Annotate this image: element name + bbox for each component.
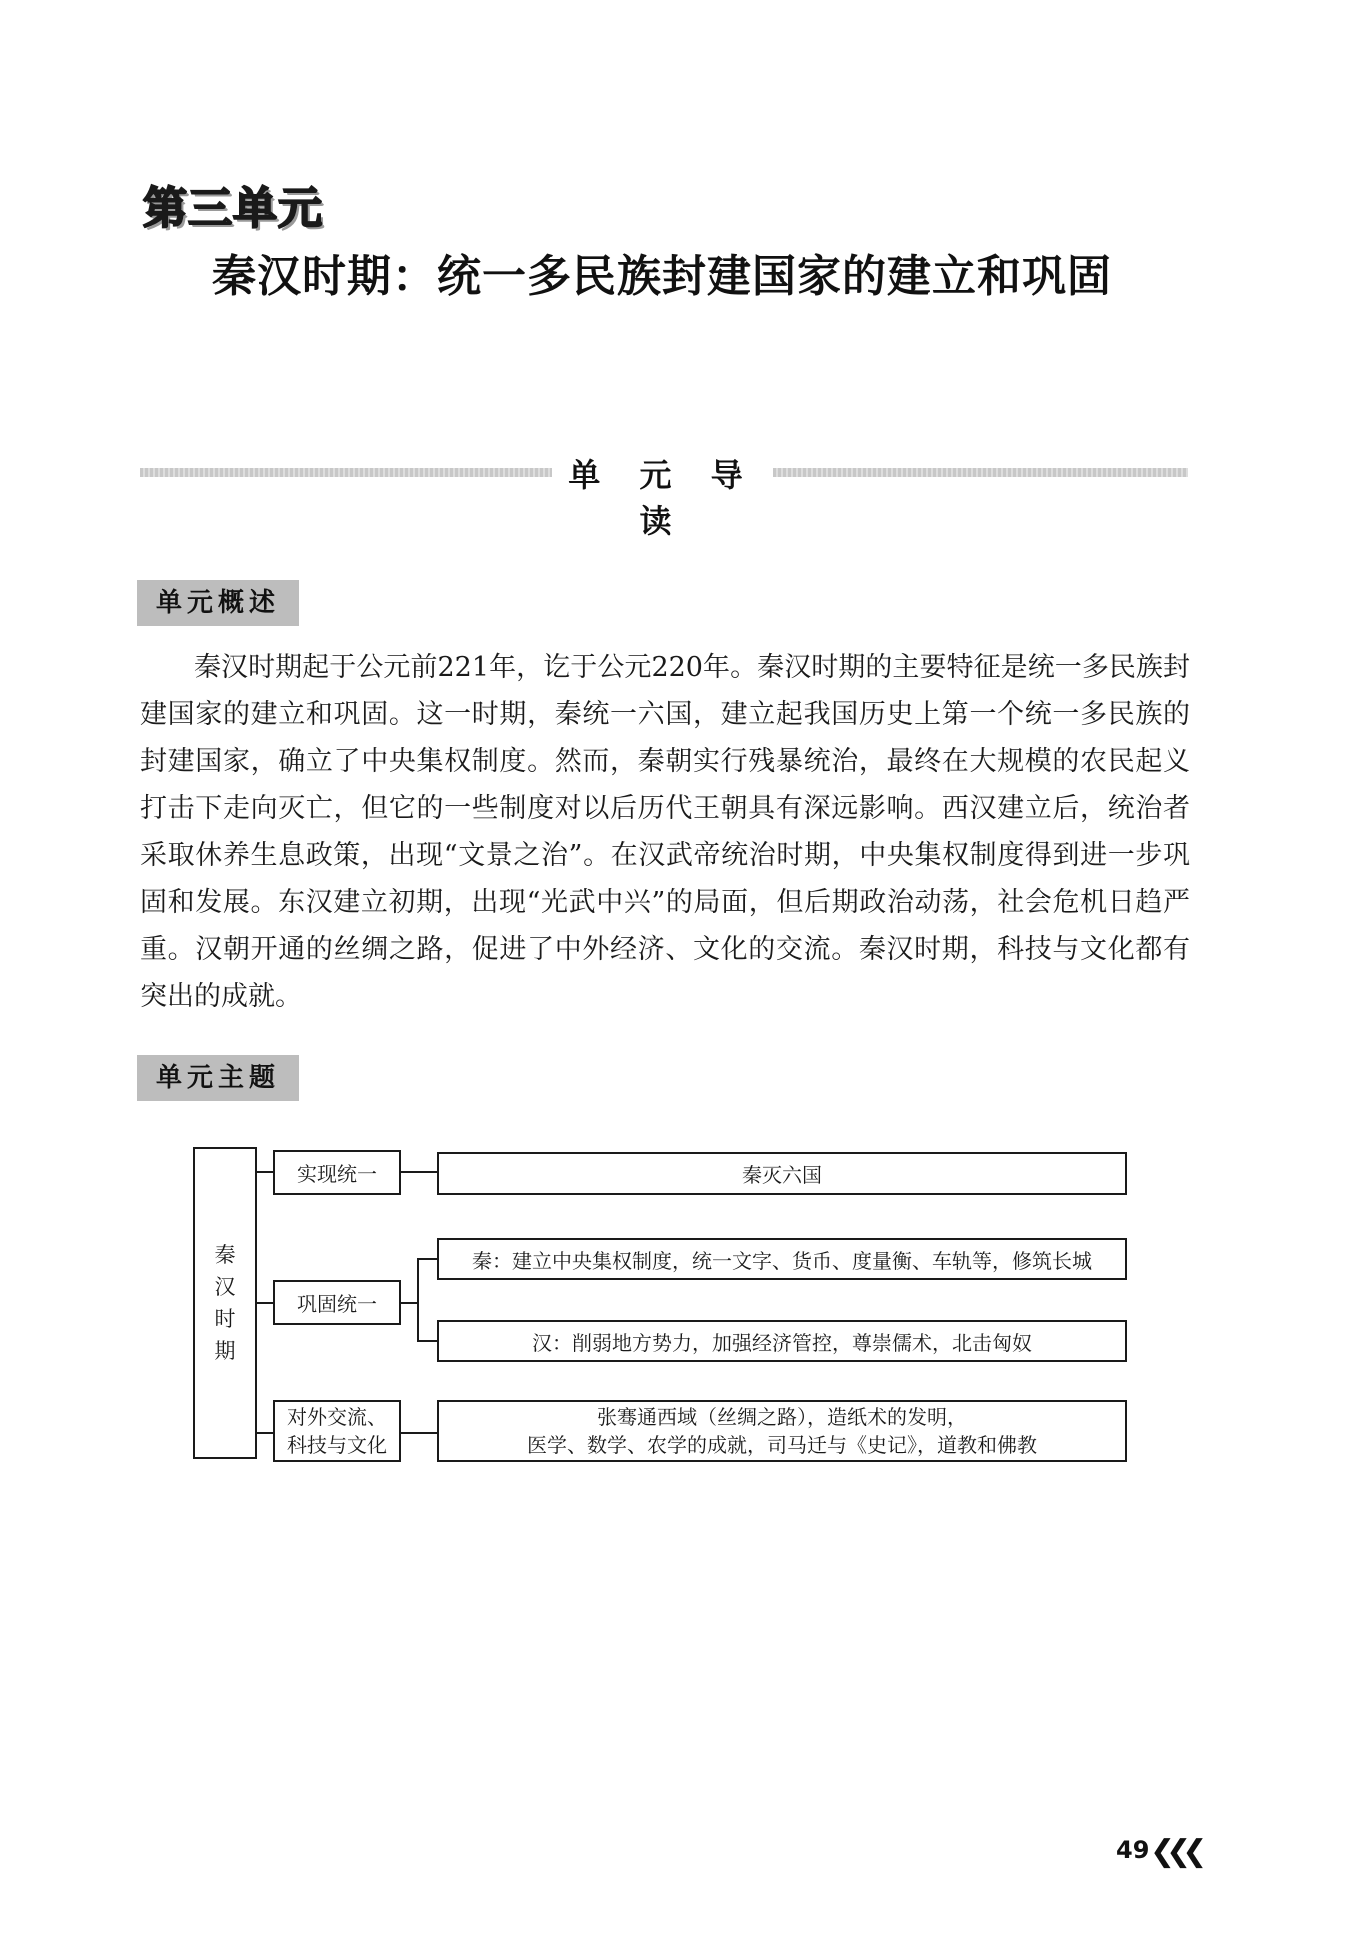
exchange-item-box (437, 1400, 1127, 1462)
exchange-item-line: 张骞通西域（丝绸之路），造纸术的发明， (597, 1405, 967, 1429)
connector (417, 1340, 437, 1342)
root-char: 秦 (214, 1243, 236, 1267)
unify-item-box: 秦灭六国 (437, 1152, 1127, 1195)
root-char: 时 (214, 1307, 236, 1331)
diagram-root-box (193, 1147, 257, 1459)
connector (417, 1258, 419, 1342)
branch-consolidate-box: 巩固统一 (273, 1280, 401, 1325)
connector (257, 1171, 273, 1173)
connector (401, 1432, 437, 1434)
unit-title: 秦汉时期：统一多民族封建国家的建立和巩固 (212, 251, 1112, 302)
overview-tag: 单元概述 (137, 580, 299, 626)
connector (257, 1302, 273, 1304)
section-rule-left (140, 468, 552, 477)
exchange-item-line: 医学、数学、农学的成就，司马迁与《史记》，道教和佛教 (527, 1433, 1037, 1457)
connector (417, 1258, 437, 1260)
overview-paragraph: 秦汉时期起于公元前221年，讫于公元220年。秦汉时期的主要特征是统一多民族封建国家的建立和巩固。这一时期，秦统一六国，建立起我国历史上第一个统一多民族的封建国家，确立了中央集权制度。然而，秦朝实行残暴统治，最终在大规模的农民起义打击下走向灭亡，但它的一些制度对以后历代王朝具有深远影响。西汉建立后，统治者采取休养生息政策，出现“文景之治”。在汉武帝统治时期，中央集权制度得到进一步巩固和发展。东汉建立初期，出现“光武中兴”的局面，但后期政治动荡，社会危机日趋严重。汉朝开通的丝绸之路，促进了中外经济、文化的交流。秦汉时期，科技与文化都有突出的成就。 (140, 652, 1190, 1012)
consolidate-han-box: 汉：削弱地方势力，加强经济管控，尊崇儒术，北击匈奴 (437, 1320, 1127, 1362)
connector (257, 1432, 273, 1434)
chevron-left-icon: ❮❮❮ (1150, 1834, 1199, 1869)
connector (401, 1171, 437, 1173)
theme-tag: 单元主题 (137, 1055, 299, 1101)
branch-unify-box: 实现统一 (273, 1150, 401, 1195)
branch-exchange-box (273, 1400, 401, 1462)
section-rule-right (773, 468, 1188, 477)
branch-exchange-line: 对外交流、 (287, 1405, 387, 1429)
section-heading: 单 元 导 读 (568, 456, 757, 540)
unit-label: 第三单元 (143, 183, 323, 234)
root-char: 期 (214, 1339, 236, 1363)
root-char: 汉 (214, 1275, 236, 1299)
page-number: 49 (1116, 1836, 1150, 1864)
branch-exchange-line: 科技与文化 (287, 1433, 387, 1457)
consolidate-qin-box: 秦：建立中央集权制度，统一文字、货币、度量衡、车轨等，修筑长城 (437, 1238, 1127, 1280)
